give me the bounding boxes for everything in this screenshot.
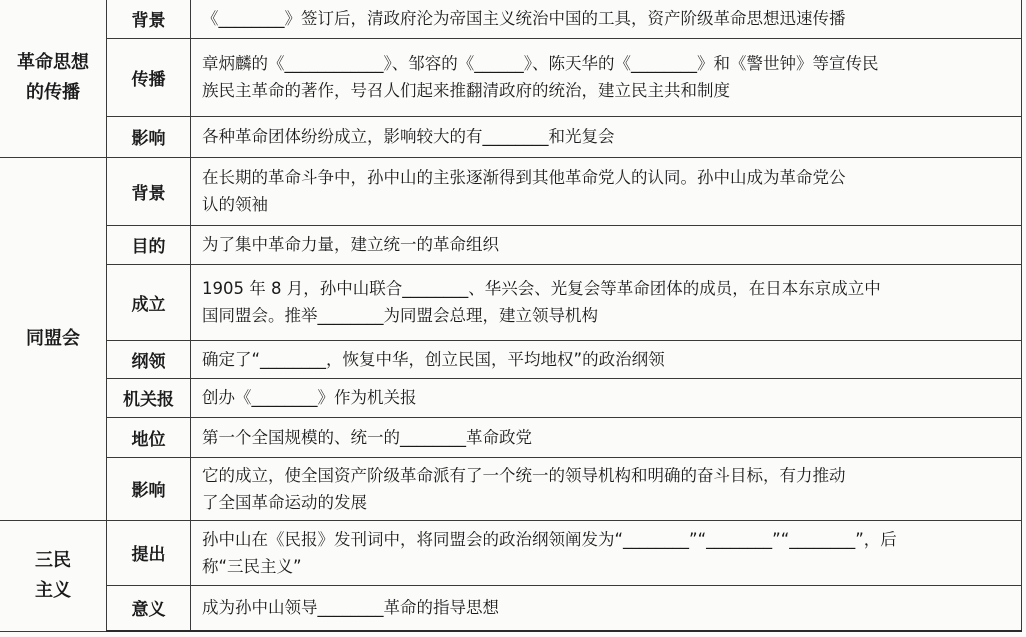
content-line: 确定了“________，恢复中华，创立民国，平均地权”的政治纲领 (202, 349, 665, 369)
row-content (191, 0, 1022, 38)
category-cell (0, 520, 107, 631)
category-line: 同盟会 (26, 327, 80, 349)
group-three-principles (0, 520, 1022, 631)
content-line: 1905 年 8 月，孙中山联合________、华兴会、光复会等革命团体的成员，在日本东京成立中 (202, 279, 881, 298)
group-tongmenghui (0, 157, 1022, 520)
category-cell (0, 0, 107, 157)
row-content (191, 585, 1022, 631)
table-row (0, 157, 1022, 225)
table-row (0, 38, 1022, 116)
table-row (0, 417, 1022, 457)
content-line: 章炳麟的《____________》、邹容的《______》、陈天华的《________》和《警世钟》等宣传民 (202, 54, 879, 73)
row-label: 地位 (107, 417, 191, 457)
category-line: 主义 (35, 579, 71, 601)
row-content (191, 520, 1022, 585)
row-label: 背景 (107, 157, 191, 225)
content-line: 它的成立，使全国资产阶级革命派有了一个统一的领导机构和明确的奋斗目标，有力推动 (202, 465, 846, 485)
row-content (191, 38, 1022, 116)
row-content (191, 157, 1022, 225)
row-content (191, 340, 1022, 378)
row-label: 影响 (107, 116, 191, 157)
group-propagation (0, 0, 1022, 157)
table-row (0, 520, 1022, 585)
row-label: 意义 (107, 585, 191, 631)
table-row (0, 116, 1022, 157)
table-row (0, 378, 1022, 417)
category-line: 的传播 (26, 82, 80, 104)
table-row (0, 225, 1022, 264)
content-line: 在长期的革命斗争中，孙中山的主张逐渐得到其他革命党人的认同。孙中山成为革命党公 (202, 168, 846, 187)
row-label: 纲领 (107, 340, 191, 378)
content-line: 成为孙中山领导________革命的指导思想 (202, 598, 499, 618)
content-line: 了全国革命运动的发展 (202, 492, 367, 512)
content-line: 为了集中革命力量，建立统一的革命组织 (202, 235, 499, 254)
row-content (191, 417, 1022, 457)
row-content (191, 378, 1022, 417)
table-row (0, 340, 1022, 378)
content-line: 第一个全国规模的、统一的________革命政党 (202, 427, 532, 447)
row-content (191, 116, 1022, 157)
category-line: 三民 (35, 549, 71, 571)
table-row (0, 585, 1022, 631)
row-label: 目的 (107, 225, 191, 264)
row-label: 背景 (107, 0, 191, 38)
content-line: 各种革命团体纷纷成立，影响较大的有________和光复会 (202, 127, 615, 146)
content-line: 国同盟会。推举________为同盟会总理，建立领导机构 (202, 306, 598, 325)
row-content (191, 264, 1022, 340)
row-content (191, 457, 1022, 520)
content-line: 族民主革命的著作，号召人们起来推翻清政府的统治，建立民主共和制度 (202, 81, 730, 100)
row-label: 成立 (107, 264, 191, 340)
category-line: 革命思想 (17, 52, 89, 74)
table-row (0, 0, 1022, 38)
content-line: 孙中山在《民报》发刊词中，将同盟会的政治纲领阐发为“________”“________”“________”，后 (202, 529, 897, 549)
row-label: 传播 (107, 38, 191, 116)
row-content (191, 225, 1022, 264)
table-row (0, 457, 1022, 520)
row-label: 提出 (107, 520, 191, 585)
content-line: 认的领袖 (202, 195, 268, 214)
table-row (0, 264, 1022, 340)
category-cell (0, 157, 107, 520)
content-line: 《________》签订后，清政府沦为帝国主义统治中国的工具，资产阶级革命思想迅速传播 (202, 9, 846, 29)
content-line: 称“三民主义” (202, 556, 302, 576)
row-label: 机关报 (107, 378, 191, 417)
row-label: 影响 (107, 457, 191, 520)
content-line: 创办《________》作为机关报 (202, 388, 417, 407)
